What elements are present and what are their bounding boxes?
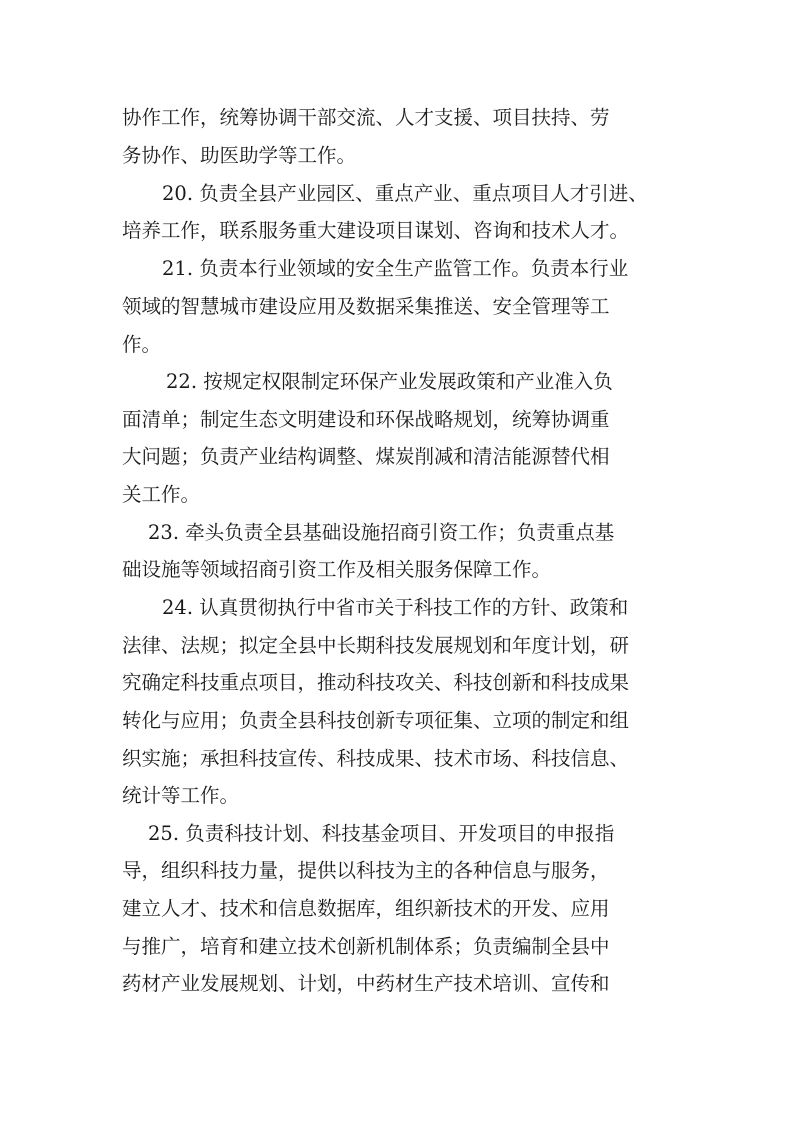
text-line: 建立人才、技术和信息数据库，组织新技术的开发、应用 <box>122 897 610 920</box>
text-line: 与推广，培育和建立技术创新机制体系；负责编制全县中 <box>122 935 610 958</box>
text-line: 25. 负责科技计划、科技基金项目、开发项目的申报指 <box>148 822 615 845</box>
text-line: 大问题；负责产业结构调整、煤炭削减和清洁能源替代相 <box>122 445 610 468</box>
text-line: 21. 负责本行业领域的安全生产监管工作。负责本行业 <box>162 257 629 280</box>
text-line: 面清单；制定生态文明建设和环保战略规划，统筹协调重 <box>122 408 610 431</box>
text-line: 24. 认真贯彻执行中省市关于科技工作的方针、政策和 <box>162 596 629 619</box>
text-line: 务协作、助医助学等工作。 <box>122 144 357 167</box>
text-line: 协作工作，统筹协调干部交流、人才支援、项目扶持、劳 <box>122 106 610 129</box>
text-line: 培养工作，联系服务重大建设项目谋划、咨询和技术人才。 <box>122 219 630 242</box>
text-line: 22. 按规定权限制定环保产业发展政策和产业准入负 <box>166 370 613 393</box>
text-line: 药材产业发展规划、计划，中药材生产技术培训、宣传和 <box>122 972 610 995</box>
text-line: 织实施；承担科技宣传、科技成果、技术市场、科技信息、 <box>122 747 630 770</box>
text-line: 导，组织科技力量，提供以科技为主的各种信息与服务， <box>122 859 610 882</box>
text-line: 究确定科技重点项目，推动科技攻关、科技创新和科技成果 <box>122 671 630 694</box>
text-line: 法律、法规；拟定全县中长期科技发展规划和年度计划，研 <box>122 634 630 657</box>
text-line: 领域的智慧城市建设应用及数据采集推送、安全管理等工 <box>122 295 610 318</box>
text-line: 统计等工作。 <box>122 784 240 807</box>
text-line: 23. 牵头负责全县基础设施招商引资工作；负责重点基 <box>148 521 615 544</box>
text-line: 关工作。 <box>122 483 201 506</box>
text-line: 20. 负责全县产业园区、重点产业、重点项目人才引进、 <box>162 182 648 205</box>
text-line: 础设施等领域招商引资工作及相关服务保障工作。 <box>122 558 552 581</box>
text-line: 作。 <box>122 333 162 356</box>
text-line: 转化与应用；负责全县科技创新专项征集、立项的制定和组 <box>122 709 630 732</box>
